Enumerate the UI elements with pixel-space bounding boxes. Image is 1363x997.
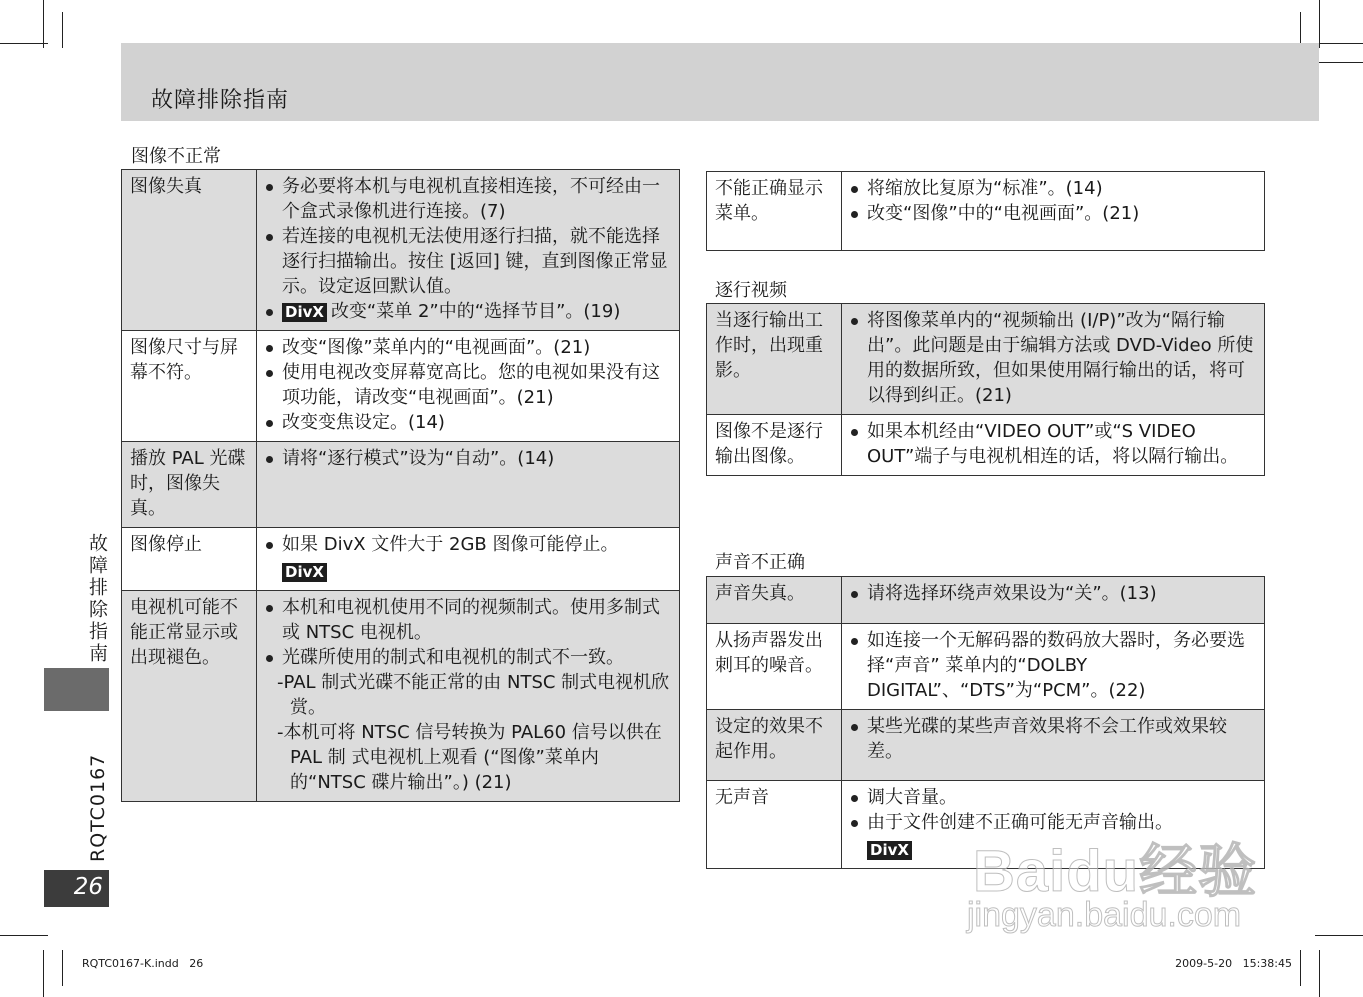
problem-cell: 播放 PAL 光碟时，图像失真。 [122, 442, 257, 528]
solution-item: 如果本机经由“VIDEO OUT”或“S VIDEO OUT”端子与电视机相连的话，将以隔行输出。 [850, 419, 1256, 469]
section-title-sound: 声音不正确 [715, 552, 805, 573]
section-title-picture: 图像不正常 [131, 146, 221, 167]
model-code: RQTC0167 [87, 753, 109, 862]
solution-cell [842, 304, 1265, 415]
side-section-label: 故障排除指南 [86, 533, 108, 665]
problem-cell: 声音失真。 [707, 577, 842, 624]
solution-item: 改变“图像”中的“电视画面”。(21) [850, 201, 1256, 226]
crop-mark [43, 0, 44, 48]
solution-item: 如连接一个无解码器的数码放大器时，务必要选择“声音” 菜单内的“DOLBY DIGITAL”、“DTS”为“PCM”。(22) [850, 628, 1256, 703]
problem-cell: 从扬声器发出刺耳的噪音。 [707, 624, 842, 710]
solution-cell [842, 710, 1265, 781]
problem-cell: 图像不是逐行输出图像。 [707, 415, 842, 476]
solution-item-text: 改变“菜单 2”中的“选择节目”。(19) [330, 301, 621, 322]
solution-item: 请将选择环绕声效果设为“关”。(13) [850, 581, 1256, 606]
solution-item: 如果 DivX 文件大于 2GB 图像可能停止。 [265, 532, 671, 557]
solution-item: 调大音量。 [850, 785, 1256, 810]
solution-cell [842, 172, 1265, 251]
divx-line [265, 557, 671, 584]
watermark-logo: Baidu经验 [973, 839, 1258, 904]
solution-subitem: -PAL 制式光碟不能正常的由 NTSC 制式电视机欣赏。 [277, 672, 670, 718]
problem-cell: 图像停止 [122, 528, 257, 591]
table-row [707, 624, 1265, 710]
watermark [965, 818, 1285, 948]
page-number-box [44, 870, 109, 907]
solution-item: 请将“逐行模式”设为“自动”。(14) [265, 446, 671, 471]
crop-mark [1319, 0, 1320, 48]
solution-item: 使用电视改变屏幕宽高比。您的电视如果没有这项功能，请改变“电视画面”。(21) [265, 360, 671, 410]
solution-item: 光碟所使用的制式和电视机的制式不一致。 [265, 645, 671, 670]
crop-mark [1315, 62, 1363, 63]
table-row [707, 710, 1265, 781]
crop-mark [62, 12, 63, 48]
footer-file-info: RQTC0167-K.indd 26 [82, 957, 204, 970]
troubleshoot-table-menu [706, 171, 1265, 251]
crop-mark [43, 950, 44, 997]
table-row [122, 331, 680, 442]
crop-mark [1300, 950, 1301, 986]
problem-cell: 不能正确显示菜单。 [707, 172, 842, 251]
crop-mark [62, 950, 63, 986]
table-row [122, 528, 680, 591]
page-number: 26 [73, 874, 103, 900]
solution-cell [842, 577, 1265, 624]
problem-cell: 当逐行输出工作时，出现重影。 [707, 304, 842, 415]
troubleshoot-table-progressive [706, 303, 1265, 476]
solution-cell [257, 331, 680, 442]
crop-mark [1315, 43, 1363, 44]
problem-cell: 设定的效果不起作用。 [707, 710, 842, 781]
troubleshoot-table-picture [121, 169, 680, 802]
divx-badge: DivX [867, 841, 912, 860]
divx-badge: DivX [282, 563, 327, 582]
header-band [121, 43, 1319, 121]
watermark-url: jingyan.baidu.com [967, 896, 1242, 934]
table-row [122, 442, 680, 528]
solution-cell [257, 442, 680, 528]
crop-mark [1319, 950, 1320, 997]
solution-item: 改变变焦设定。(14) [265, 410, 671, 435]
problem-cell: 图像尺寸与屏幕不符。 [122, 331, 257, 442]
table-row [707, 172, 1265, 251]
table-row [707, 415, 1265, 476]
crop-mark [1315, 935, 1363, 936]
solution-item: 务必要将本机与电视机直接相连接，不可经由一个盒式录像机进行连接。(7) [265, 174, 671, 224]
problem-cell: 电视机可能不能正常显示或出现褪色。 [122, 591, 257, 802]
solution-cell [257, 170, 680, 331]
crop-mark [0, 43, 48, 44]
table-row [122, 591, 680, 802]
solution-item: 改变“图像”菜单内的“电视画面”。(21) [265, 335, 671, 360]
solution-cell [842, 415, 1265, 476]
section-title-progressive: 逐行视频 [715, 280, 787, 301]
solution-item [265, 299, 671, 324]
solution-item: 将图像菜单内的“视频输出 (I/P)”改为“隔行输出”。此问题是由于编辑方法或 DVD-Video 所使用的数据所致，但如果使用隔行输出的话，将可以得到纠正。(21) [850, 308, 1256, 408]
solution-cell [842, 624, 1265, 710]
solution-item: 某些光碟的某些声音效果将不会工作或效果较差。 [850, 714, 1256, 764]
solution-cell [257, 528, 680, 591]
solution-item: 由于文件创建不正确可能无声音输出。 [850, 810, 1256, 835]
side-tab-marker [44, 668, 109, 711]
problem-cell: 图像失真 [122, 170, 257, 331]
solution-subitem: -本机可将 NTSC 信号转换为 PAL60 信号以供在 PAL 制 式电视机上观看 (“图像”菜单内的“NTSC 碟片输出”。) (21) [277, 722, 662, 793]
footer-timestamp: 2009-5-20 15:38:45 [1175, 957, 1292, 970]
solution-item: 若连接的电视机无法使用逐行扫描，就不能选择逐行扫描输出。按住 [返回] 键，直到图像正常显示。设定返回默认值。 [265, 224, 671, 299]
problem-cell: 无声音 [707, 781, 842, 869]
divx-badge: DivX [282, 303, 327, 322]
crop-mark [0, 935, 48, 936]
table-row [707, 304, 1265, 415]
solution-cell [257, 591, 680, 802]
table-row [122, 170, 680, 331]
table-row [707, 577, 1265, 624]
solution-item: 将缩放比复原为“标准”。(14) [850, 176, 1256, 201]
solution-item: 本机和电视机使用不同的视频制式。使用多制式或 NTSC 电视机。 [265, 595, 671, 645]
page-title: 故障排除指南 [151, 88, 290, 113]
